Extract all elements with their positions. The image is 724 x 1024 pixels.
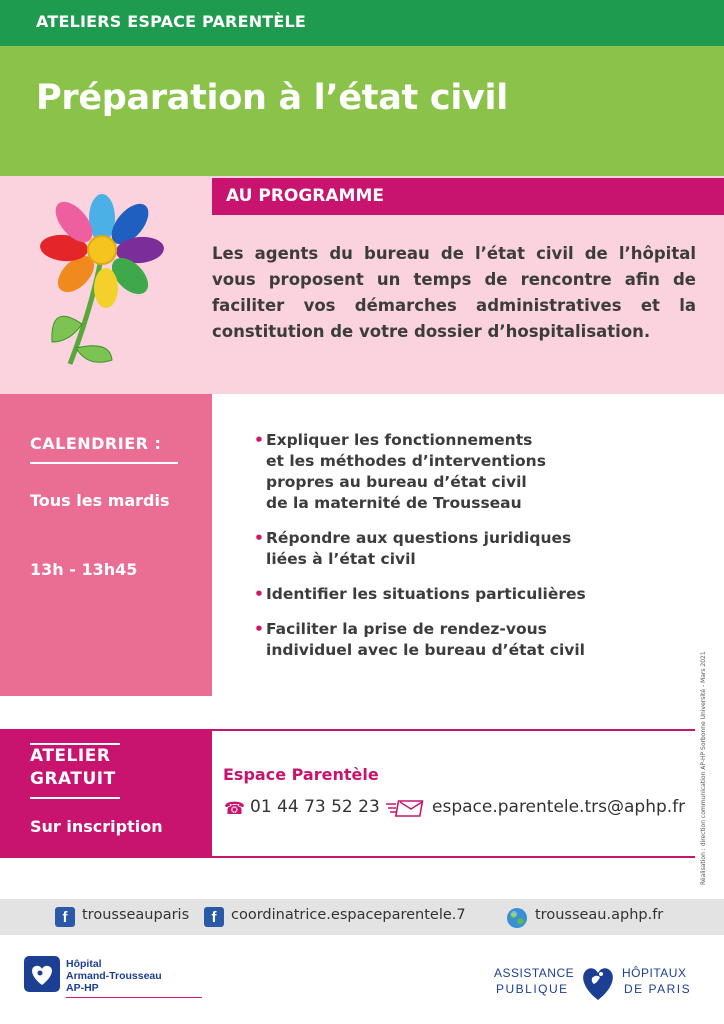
facebook-link-2[interactable]: coordinatrice.espaceparentele.7 (231, 907, 466, 923)
contact-divider-bottom (212, 856, 695, 858)
calendar-divider (30, 462, 178, 464)
calendar-hours: 13h - 13h45 (30, 560, 138, 579)
website-link[interactable]: trousseau.aphp.fr (535, 907, 664, 923)
bullet-text: Expliquer les fonctionnements et les méthodes d’interventions propres au bureau d’état civil de la maternité de Trousseau (266, 431, 546, 512)
bullet-icon: • (254, 585, 264, 603)
facebook-link-1[interactable]: trousseauparis (82, 907, 190, 923)
bullet-icon: • (254, 431, 264, 449)
calendar-days: Tous les mardis (30, 491, 170, 510)
flower-illustration (30, 192, 170, 380)
workshop-title-line2: GRATUIT (30, 769, 116, 789)
phone-icon: ☎ (224, 799, 246, 819)
program-intro: Les agents du bureau de l’état civil de l’hôpital vous proposent un temps de rencontre afin de faciliter vos démarches administratives et la constitution de votre dossier d’hospitalisation. (212, 244, 696, 341)
calendar-title: CALENDRIER : (30, 434, 162, 453)
calendar-box (0, 394, 212, 696)
aphp-left-line2: PUBLIQUE (496, 982, 569, 996)
bullet-icon: • (254, 620, 264, 638)
facebook-icon: f (204, 907, 224, 927)
hospital-line1: Hôpital (66, 958, 102, 970)
aphp-logo (494, 960, 704, 1004)
credit-note: Réalisation : direction communication AP-HP Sorbonne Université - Mars 2021 (700, 651, 707, 885)
workshop-divider-bottom (30, 797, 120, 799)
program-header (212, 178, 724, 215)
bullet-item (254, 584, 684, 605)
workshop-subtitle: Sur inscription (30, 817, 163, 836)
facebook-icon: f (55, 907, 75, 927)
program-label: AU PROGRAMME (226, 186, 385, 206)
bullet-item (254, 430, 684, 514)
series-label: ATELIERS ESPACE PARENTÈLE (36, 12, 307, 31)
bullet-item (254, 619, 684, 661)
bullet-text: Identifier les situations particulières (266, 585, 586, 603)
aphp-heart-icon (578, 960, 618, 1002)
bullet-text: Répondre aux questions juridiques liées à l’état civil (266, 529, 572, 568)
envelope-icon (386, 798, 426, 818)
hospital-underline (66, 997, 202, 998)
bullet-item (254, 528, 684, 570)
aphp-left-line1: ASSISTANCE (494, 966, 575, 980)
contact-name: Espace Parentèle (223, 765, 379, 784)
page-title: Préparation à l’état civil (36, 78, 508, 118)
contact-divider-top (212, 729, 695, 731)
hospital-logo (24, 956, 184, 1000)
contact-email[interactable]: espace.parentele.trs@aphp.fr (432, 797, 686, 817)
workshop-title (30, 745, 116, 791)
aphp-right-line2: DE PARIS (624, 982, 692, 996)
workshop-title-line1: ATELIER (30, 746, 111, 766)
bullet-text: Faciliter la prise de rendez-vous individuel avec le bureau d’état civil (266, 620, 585, 659)
hospital-line3: AP-HP (66, 982, 99, 994)
program-bullets (254, 430, 684, 675)
top-banner (0, 0, 724, 46)
free-workshop-box (0, 729, 212, 858)
globe-icon (505, 906, 529, 930)
bullet-icon: • (254, 529, 264, 547)
contact-phone[interactable]: 01 44 73 52 23 (250, 797, 380, 817)
title-banner (0, 46, 724, 176)
social-bar (0, 899, 724, 935)
aphp-right-line1: HÔPITAUX (622, 966, 687, 980)
hospital-line2: Armand-Trousseau (66, 970, 162, 982)
hospital-heart-icon (24, 956, 60, 992)
